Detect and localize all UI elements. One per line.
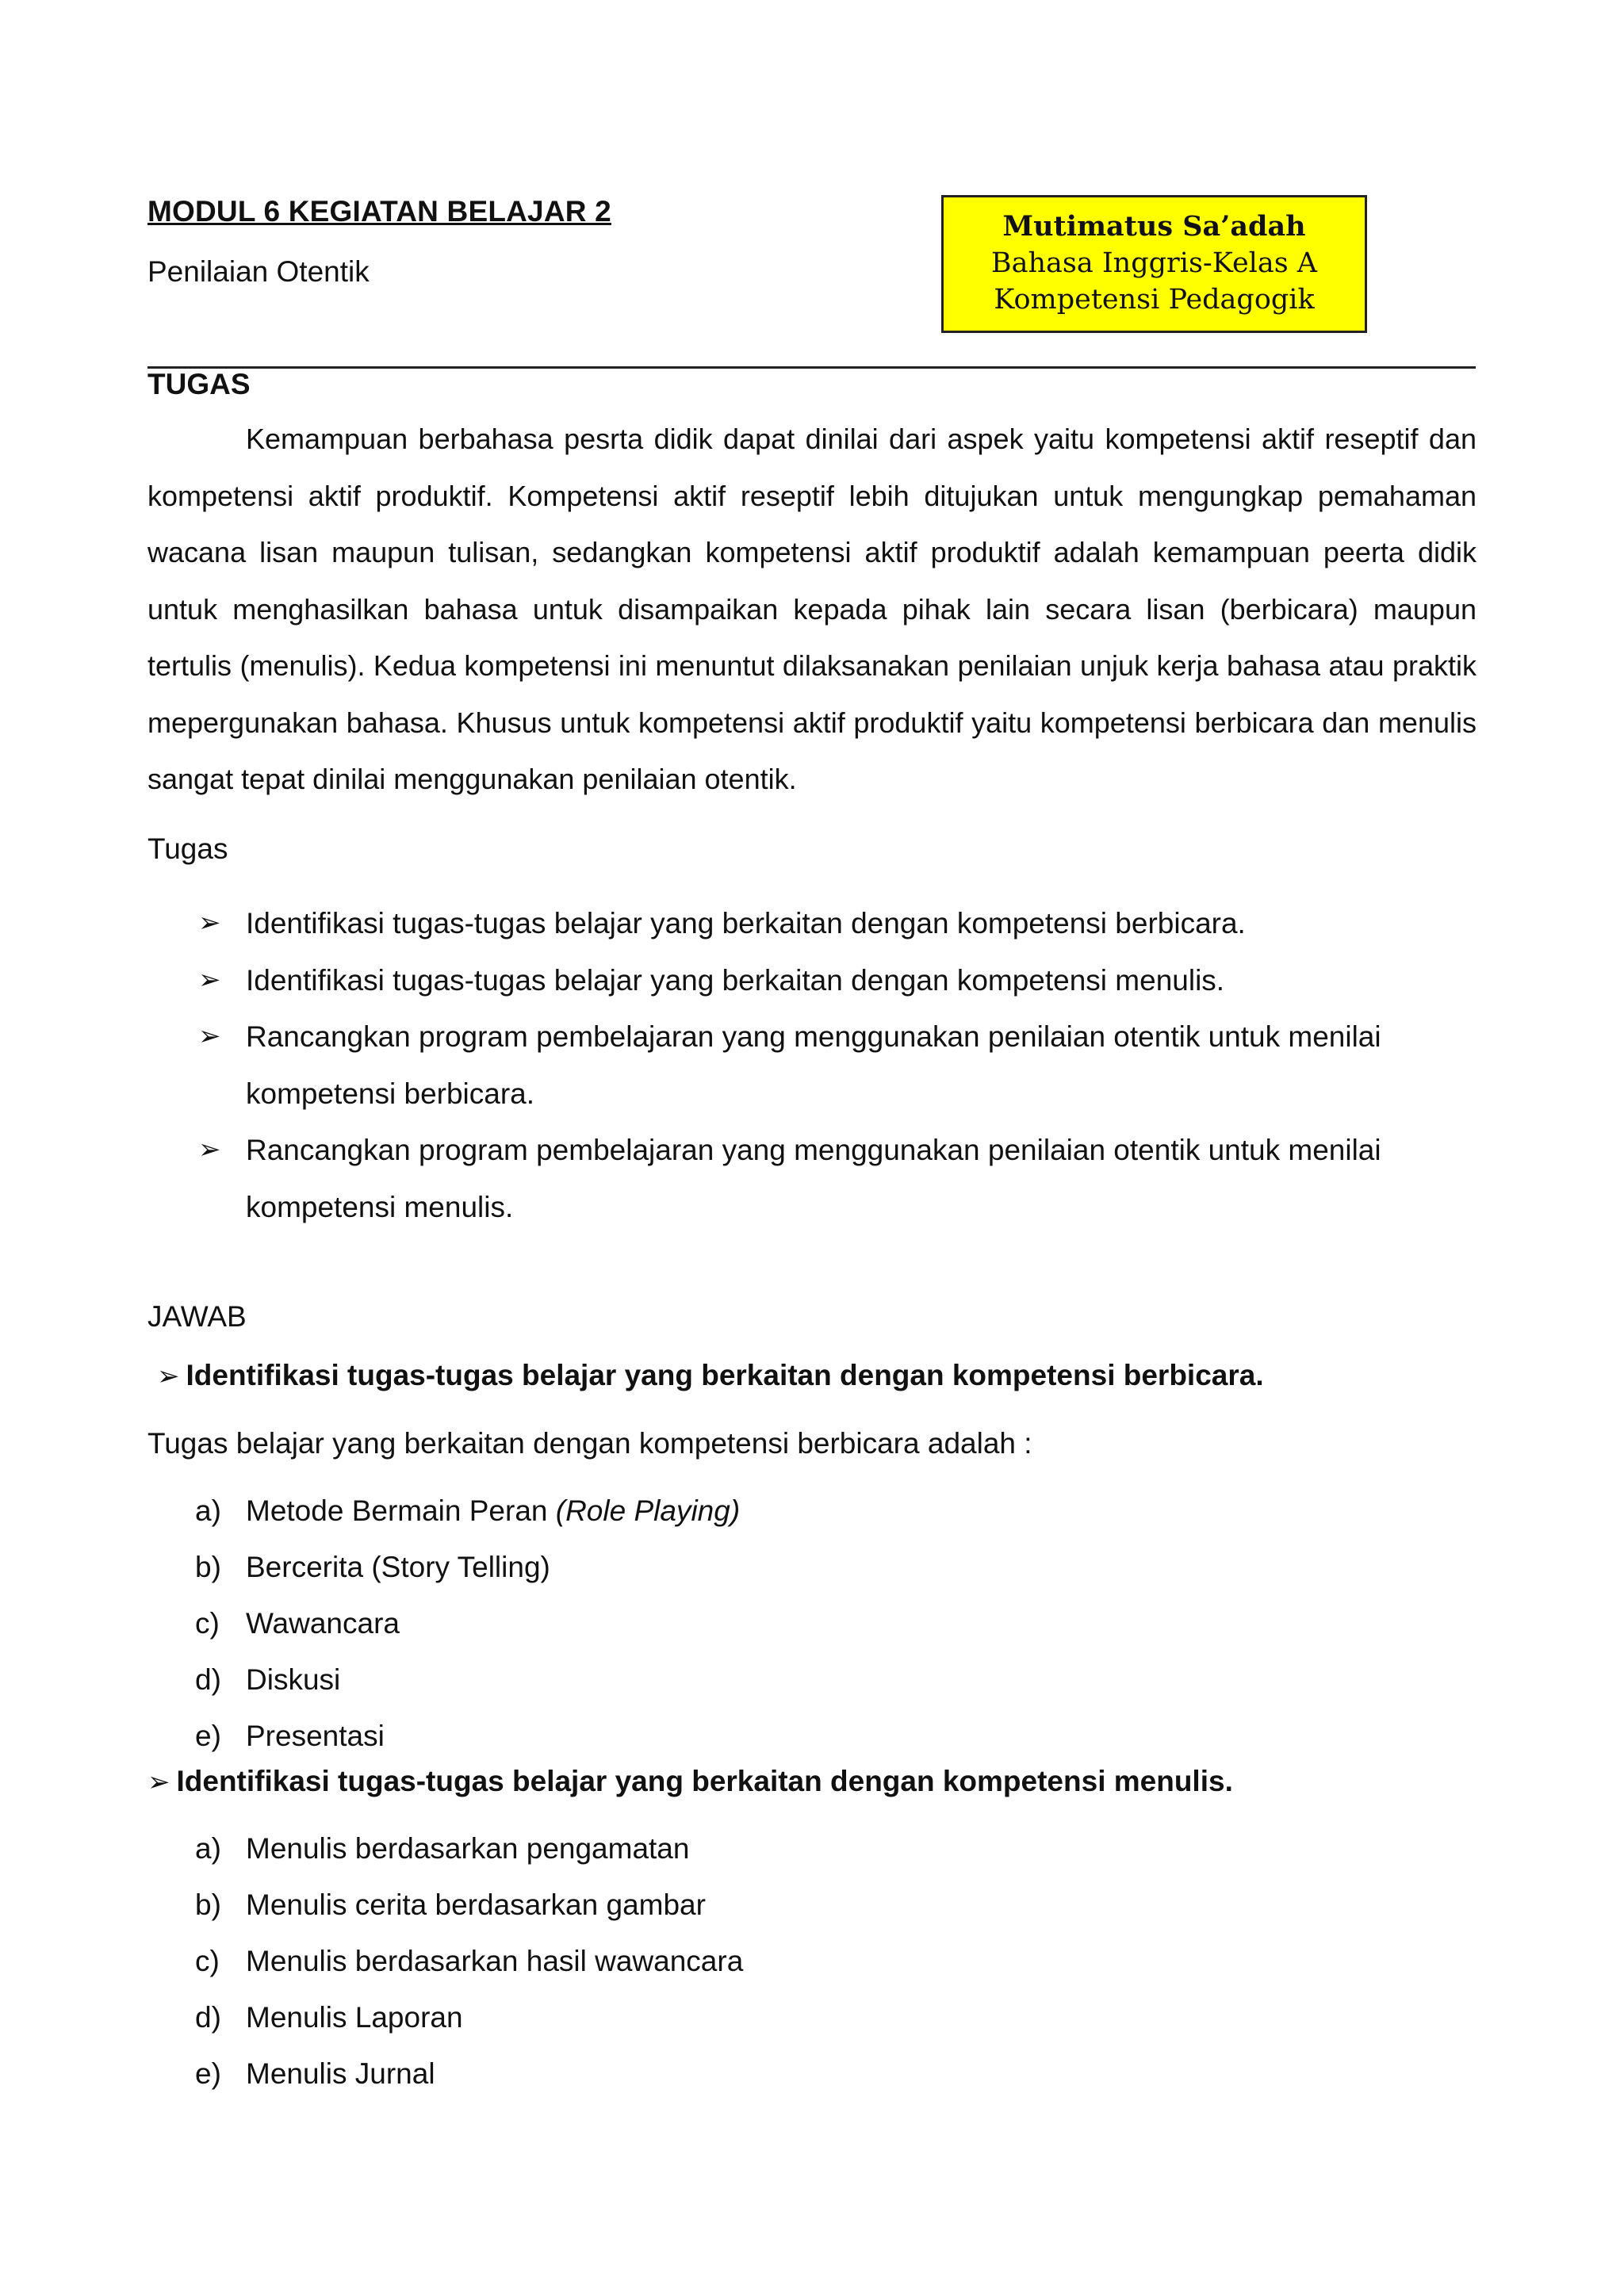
- speaking-intro: Tugas belajar yang berkaitan dengan kompetensi berbicara adalah :: [147, 1427, 1032, 1460]
- list-item-text: Menulis berdasarkan pengamatan: [246, 1832, 690, 1865]
- arrow-bullet-icon: ➢: [147, 1767, 170, 1797]
- list-item: [195, 1877, 743, 1933]
- task-list: [198, 895, 1467, 1235]
- list-letter: c): [195, 1607, 220, 1640]
- task-label: Tugas: [147, 832, 228, 865]
- list-letter: d): [195, 2001, 221, 2034]
- list-item: [198, 1008, 1467, 1122]
- list-letter: b): [195, 1888, 221, 1921]
- task-text: Identifikasi tugas-tugas belajar yang berkaitan dengan kompetensi menulis.: [246, 963, 1225, 997]
- list-item-text: Menulis Jurnal: [246, 2057, 435, 2090]
- answer-heading-writing: [147, 1765, 1233, 1798]
- author-class: Bahasa Inggris-Kelas A: [990, 247, 1318, 279]
- list-item-text: Metode Bermain Peran: [246, 1494, 556, 1527]
- list-item: [195, 1651, 740, 1708]
- speaking-task-list: [195, 1483, 740, 1764]
- list-item: [195, 1539, 740, 1595]
- list-letter: e): [195, 1720, 221, 1752]
- list-letter: e): [195, 2057, 221, 2090]
- list-item: [195, 1483, 740, 1539]
- arrow-bullet-icon: ➢: [157, 1361, 180, 1391]
- author-name: Mutimatus Sa’adah: [1002, 210, 1306, 243]
- list-item: [198, 895, 1467, 952]
- author-info-box: [941, 195, 1367, 333]
- intro-paragraph: Kemampuan berbahasa pesrta didik dapat dinilai dari aspek yaitu kompetensi aktif reseptif dan kompetensi aktif produktif. Kompetensi aktif reseptif lebih ditujukan untuk mengungkap pemahaman wacana lisan maupun tulisan, sedangkan kompetensi aktif produktif adalah kemampuan peerta didik untuk menghasilkan bahasa untuk disampaikan kepada pihak lain secara lisan (berbicara) maupun tertulis (menulis). Kedua kompetensi ini menuntut dilaksanakan penilaian unjuk kerja bahasa atau praktik mepergunakan bahasa. Khusus untuk kompetensi aktif produktif yaitu kompetensi berbicara dan menulis sangat tepat dinilai menggunakan penilaian otentik.: [147, 423, 1477, 795]
- arrow-bullet-icon: ➢: [198, 1021, 221, 1051]
- list-letter: b): [195, 1551, 221, 1583]
- list-item: [195, 1595, 740, 1651]
- module-subtitle: Penilaian Otentik: [147, 255, 370, 288]
- list-item: [195, 1820, 743, 1877]
- arrow-bullet-icon: ➢: [198, 908, 221, 938]
- list-item: [198, 952, 1467, 1009]
- list-item-text: Presentasi: [246, 1720, 385, 1752]
- author-competency: Kompetensi Pedagogik: [994, 284, 1315, 316]
- list-item: [198, 1122, 1467, 1235]
- list-item-text: Menulis berdasarkan hasil wawancara: [246, 1945, 744, 1977]
- list-letter: a): [195, 1832, 221, 1865]
- task-text: Rancangkan program pembelajaran yang menggunakan penilaian otentik untuk menilai kompetensi berbicara.: [246, 1020, 1381, 1110]
- list-item-text: Bercerita (Story Telling): [246, 1551, 550, 1583]
- list-item: [195, 1989, 743, 2045]
- list-item: [195, 1708, 740, 1764]
- list-letter: a): [195, 1494, 221, 1527]
- answer-label: JAWAB: [147, 1300, 247, 1333]
- list-item-text: Wawancara: [246, 1607, 400, 1640]
- list-item-text: Menulis cerita berdasarkan gambar: [246, 1888, 706, 1921]
- list-letter: c): [195, 1945, 220, 1977]
- list-item: [195, 2045, 743, 2102]
- horizontal-divider: [147, 366, 1476, 369]
- arrow-bullet-icon: ➢: [198, 964, 221, 995]
- answer-heading-speaking: [157, 1359, 1264, 1392]
- list-item-italic: (Role Playing): [555, 1494, 741, 1527]
- task-text: Rancangkan program pembelajaran yang menggunakan penilaian otentik untuk menilai kompetensi menulis.: [246, 1134, 1381, 1223]
- task-text: Identifikasi tugas-tugas belajar yang berkaitan dengan kompetensi berbicara.: [246, 907, 1246, 939]
- arrow-bullet-icon: ➢: [198, 1135, 221, 1165]
- list-item: [195, 1933, 743, 1989]
- list-item-text: Menulis Laporan: [246, 2001, 463, 2034]
- answer-heading-text: Identifikasi tugas-tugas belajar yang berkaitan dengan kompetensi menulis.: [176, 1765, 1233, 1797]
- module-title: MODUL 6 KEGIATAN BELAJAR 2: [147, 195, 611, 228]
- list-letter: d): [195, 1663, 221, 1696]
- answer-heading-text: Identifikasi tugas-tugas belajar yang berkaitan dengan kompetensi berbicara.: [186, 1359, 1264, 1391]
- section-heading-tugas: TUGAS: [147, 368, 251, 400]
- list-item-text: Diskusi: [246, 1663, 341, 1696]
- writing-task-list: [195, 1820, 743, 2102]
